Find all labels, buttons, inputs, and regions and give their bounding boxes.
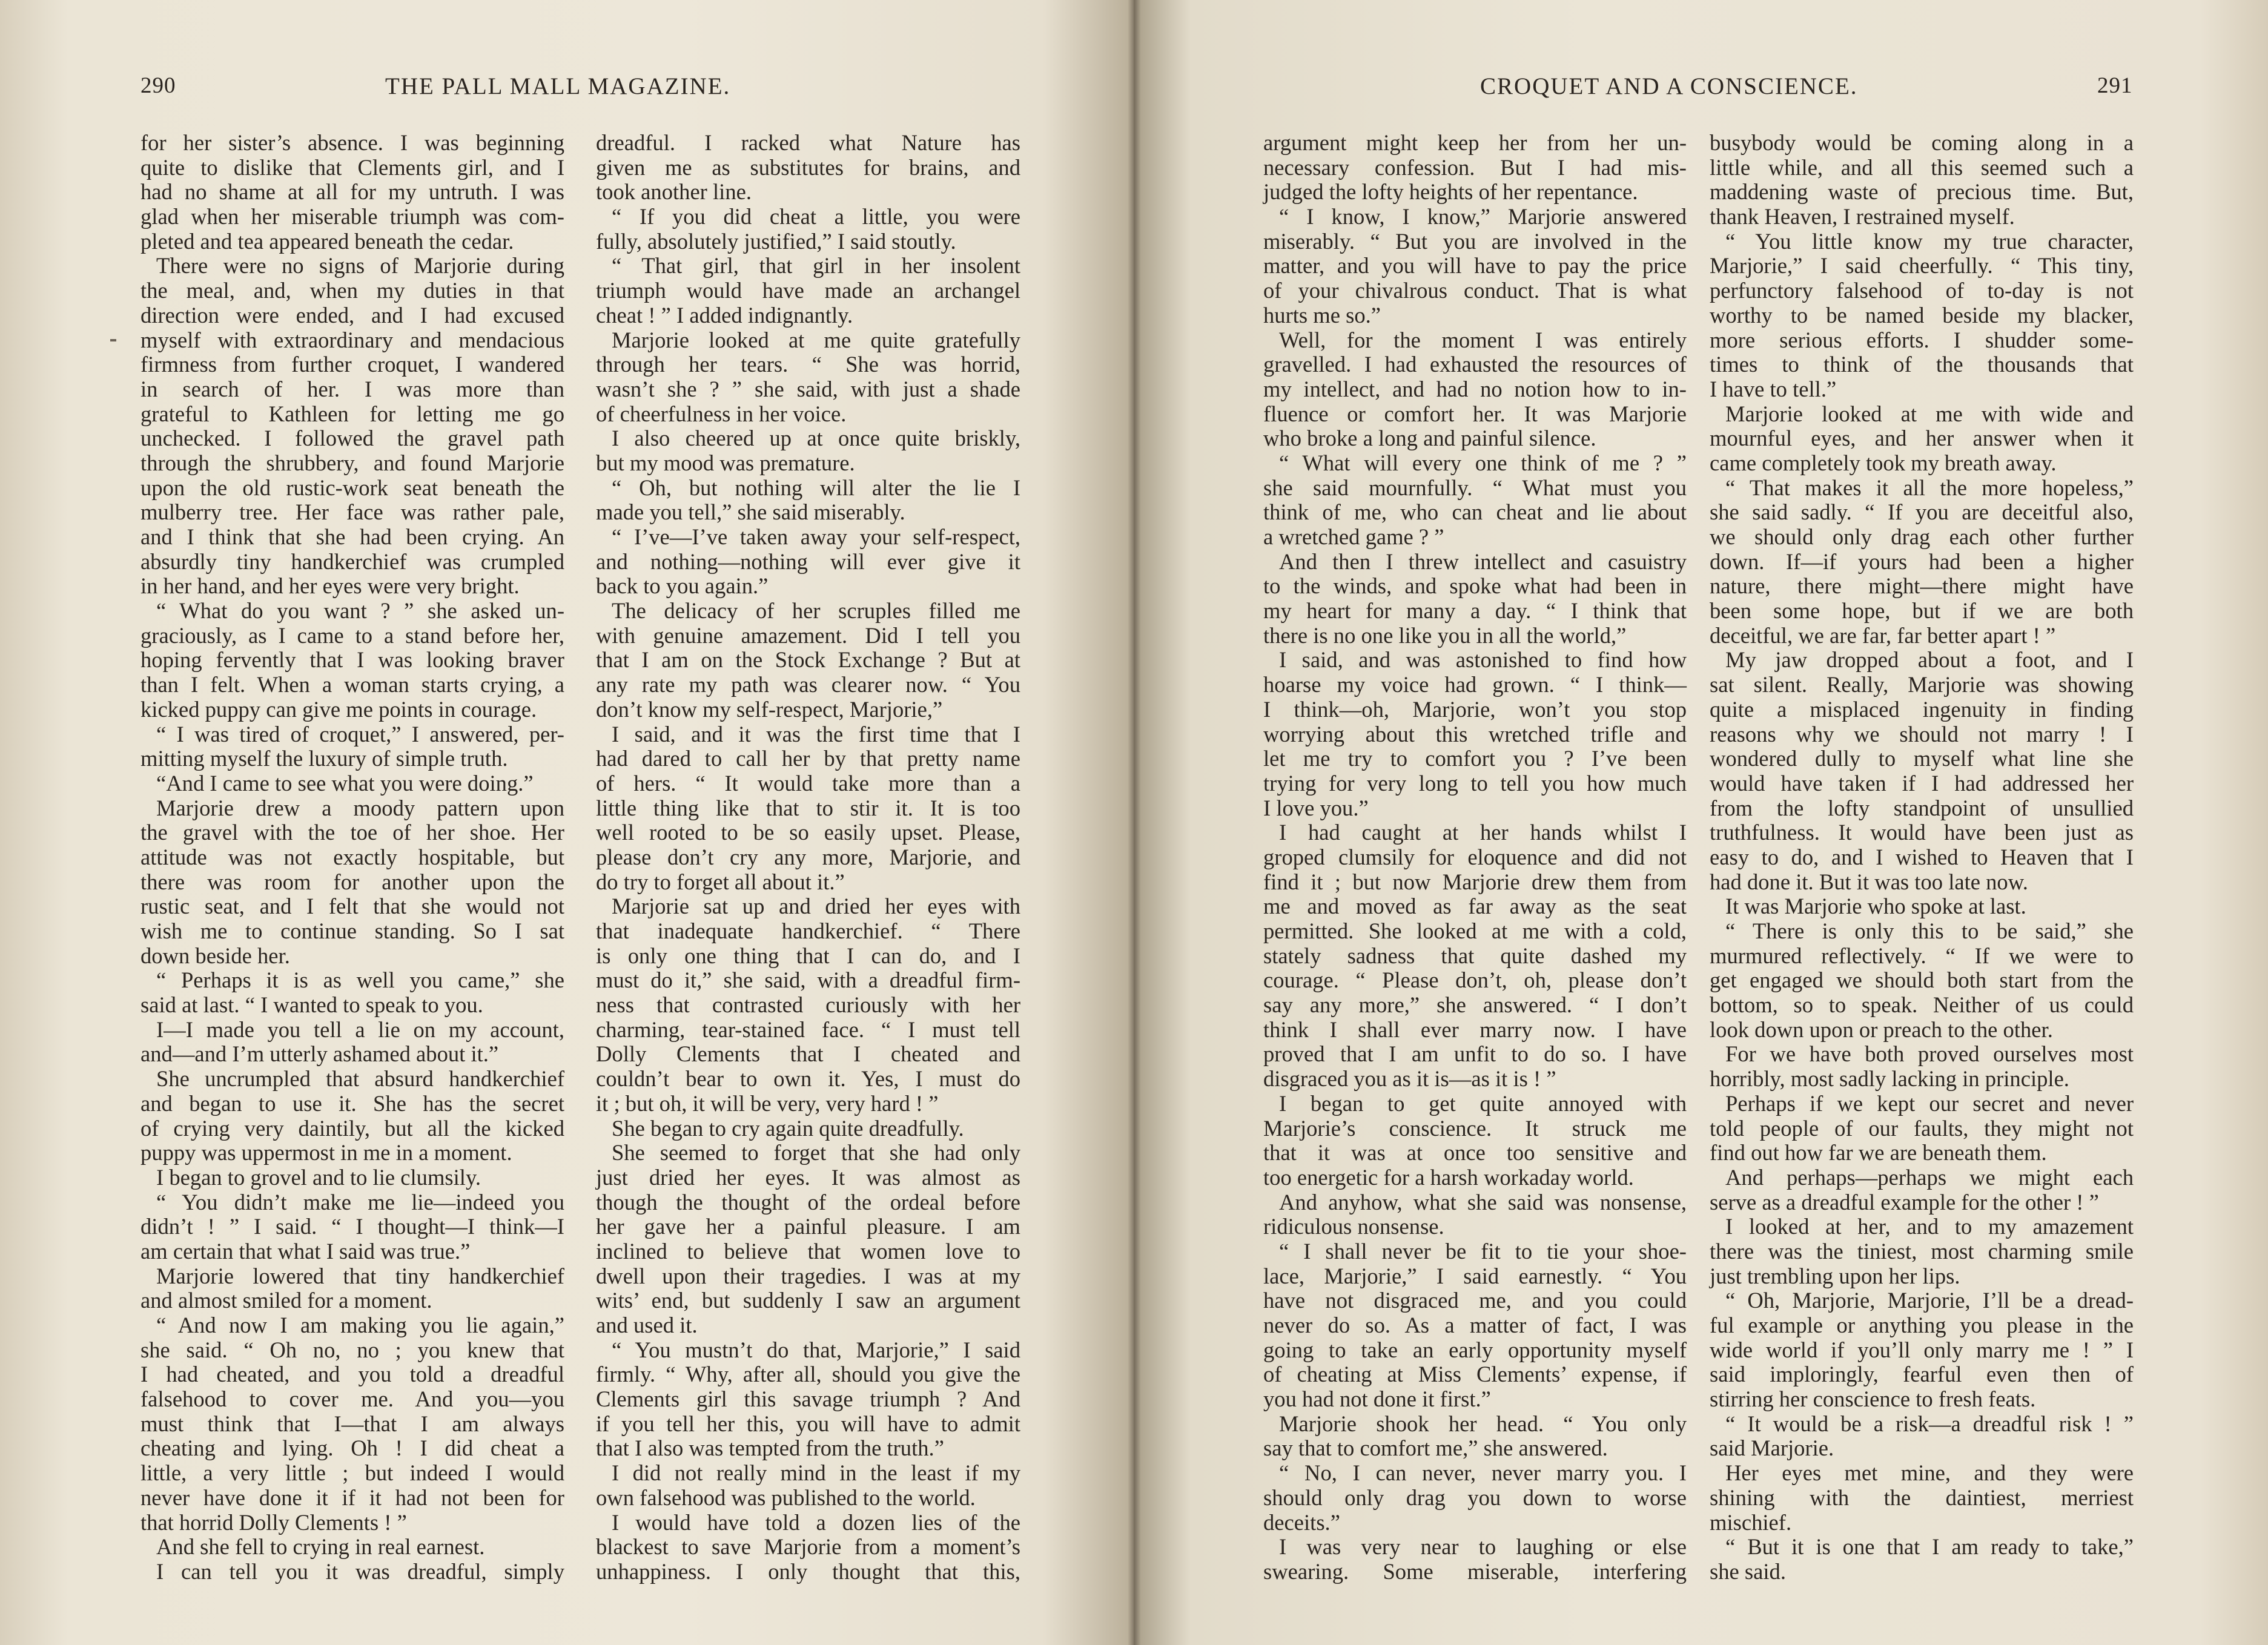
text-line: ness that contrasted curiously with her [596, 992, 1020, 1018]
text-line: just trembling upon her lips. [1710, 1263, 1960, 1288]
text-line: it ; but oh, it will be very, very hard ! ” [596, 1090, 939, 1116]
text-column-3 [1263, 131, 1687, 1584]
text-line: told people of our faults, they might not [1710, 1115, 2134, 1141]
text-line: we should only drag each other further [1710, 524, 2134, 549]
text-line: mischief. [1710, 1509, 1792, 1535]
text-line: disgraced you as it is—as it is ! ” [1263, 1066, 1556, 1092]
text-line: though the thought of the ordeal before [596, 1189, 1020, 1215]
text-line: And anyhow, what she said was nonsense, [1279, 1189, 1687, 1215]
text-line: please don’t cry any more, Marjorie, and [596, 844, 1020, 869]
text-line: “ That makes it all the more hopeless,” [1725, 475, 2134, 500]
text-line: took another line. [596, 179, 752, 205]
page-number-left: 290 [141, 73, 176, 98]
text-line: came completely took my breath away. [1710, 450, 2057, 475]
text-line: stirring her conscience to fresh feats. [1710, 1386, 2036, 1412]
text-line: any rate my path was clearer now. “ You [596, 672, 1020, 697]
text-line: gravelled. I had exhausted the resources of [1263, 352, 1687, 377]
text-line: necessary confession. But I had mis- [1263, 154, 1687, 180]
text-line: rustic seat, and I felt that she would not [141, 894, 564, 919]
text-line: should only drag you down to worse [1263, 1485, 1687, 1510]
text-line: I love you.” [1263, 795, 1369, 820]
text-line: maddening waste of precious time. But, [1710, 179, 2134, 205]
text-line: “ I know, I know,” Marjorie answered [1279, 204, 1687, 229]
text-line: say any more,” she answered. “ I don’t [1263, 992, 1687, 1018]
text-line: I began to get quite annoyed with [1279, 1090, 1687, 1116]
text-line: find out how far we are beneath them. [1710, 1140, 2047, 1165]
text-line: glad when her miserable triumph was com- [141, 204, 564, 229]
text-line: For we have both proved ourselves most [1725, 1041, 2134, 1067]
text-line: think I shall ever marry now. I have [1263, 1017, 1687, 1042]
text-line: down beside her. [141, 943, 290, 968]
text-line: to the winds, and spoke what had been in [1263, 573, 1687, 599]
text-line: look down upon or preach to the other. [1710, 1017, 2053, 1042]
text-line: given me as substitutes for brains, and [596, 154, 1020, 180]
text-line: falsehood to cover me. And you—you [141, 1386, 564, 1412]
text-line: of cheerfulness in her voice. [596, 401, 847, 426]
text-line: am certain that what I said was true.” [141, 1238, 471, 1264]
text-line: had no shame at all for my untruth. I was [141, 179, 564, 205]
text-line: “ And now I am making you lie again,” [156, 1313, 564, 1337]
text-line: Perhaps if we kept our secret and never [1725, 1090, 2134, 1116]
text-line: I looked at her, and to my amazement [1725, 1214, 2134, 1239]
text-line: I have to tell.” [1710, 376, 1837, 401]
text-line: that horrid Dolly Clements ! ” [141, 1509, 407, 1535]
text-line: sat silent. Really, Marjorie was showing [1710, 672, 2134, 697]
text-line: more serious efforts. I shudder some- [1710, 327, 2134, 352]
margin-mark [110, 339, 116, 341]
page-number-right: 291 [2097, 73, 2133, 98]
text-line: little while, and all this seemed such a [1710, 154, 2134, 180]
text-line: quite to dislike that Clements girl, and I [141, 154, 564, 180]
text-line: Dolly Clements that I cheated and [596, 1041, 1020, 1067]
text-line: you had not done it first.” [1263, 1386, 1491, 1412]
text-line: murmured reflectively. “ If we were to [1710, 943, 2134, 968]
text-line: hoping fervently that I was looking braver [141, 647, 564, 673]
text-line: going to take an early opportunity myself [1263, 1337, 1687, 1362]
text-line: ful example or anything you please in the [1710, 1313, 2134, 1337]
text-line: And perhaps—perhaps we might each [1725, 1164, 2134, 1190]
text-line: judged the lofty heights of her repentance. [1263, 179, 1638, 205]
text-line: in her hand, and her eyes were very bright. [141, 573, 520, 599]
text-line: fully, absolutely justified,” I said stoutly. [596, 228, 956, 254]
text-line: matter, and you will have to pay the price [1263, 253, 1687, 279]
text-line: lace, Marjorie,” I said earnestly. “ You [1263, 1263, 1687, 1288]
right-page [1134, 0, 2268, 1645]
text-line: “ If you did cheat a little, you were [612, 204, 1020, 229]
text-line: of cheating at Miss Clements’ expense, if [1263, 1362, 1687, 1387]
text-line: I had caught at her hands whilst I [1279, 820, 1687, 845]
text-line: Marjorie,” I said cheerfully. “ This tiny, [1710, 253, 2134, 279]
text-line: mitting myself the luxury of simple truth. [141, 746, 508, 771]
text-line: I said, and it was the first time that I [612, 721, 1020, 747]
text-line: had done it. But it was too late now. [1710, 869, 2028, 894]
text-line: horribly, most sadly lacking in principle. [1710, 1066, 2069, 1092]
text-line: I did not really mind in the least if my [612, 1460, 1020, 1486]
text-line: There were no signs of Marjorie during [156, 253, 564, 279]
text-line: just dried her eyes. It was almost as [596, 1164, 1020, 1190]
text-line: “ There is only this to be said,” she [1725, 918, 2134, 943]
text-line: stately sadness that quite dashed my [1263, 943, 1687, 968]
text-line: wide world if you’ll only marry me ! ” I [1710, 1337, 2134, 1362]
text-line: she said. “ Oh no, no ; you knew that [141, 1337, 564, 1362]
text-line: “ I was tired of croquet,” I answered, per- [156, 721, 564, 747]
text-line: quite a misplaced ingenuity in finding [1710, 696, 2134, 722]
text-line: “ Oh, but nothing will alter the lie I [612, 475, 1020, 500]
text-line: charming, tear-stained face. “ I must tell [596, 1017, 1020, 1042]
text-line: dreadful. I racked what Nature has [596, 130, 1020, 155]
text-line: absurdly tiny handkerchief was crumpled [141, 549, 564, 574]
text-line: I said, and was astonished to find how [1279, 647, 1687, 673]
text-line: She uncrumpled that absurd handkerchief [156, 1066, 564, 1092]
text-line: she said mournfully. “ What must you [1263, 475, 1687, 500]
text-line: her gave her a painful pleasure. I am [596, 1214, 1020, 1239]
text-line: kicked puppy can give me points in courage. [141, 696, 537, 722]
text-line: Her eyes met mine, and they were [1725, 1460, 2134, 1486]
text-line: “ I’ve—I’ve taken away your self-respect, [612, 524, 1020, 549]
text-line: say that to comfort me,” she answered. [1263, 1436, 1608, 1461]
text-line: attitude was not exactly hospitable, but [141, 844, 564, 869]
text-line: “ What will every one think of me ? ” [1279, 450, 1687, 475]
text-line: Marjorie shook her head. “ You only [1279, 1411, 1687, 1436]
text-line: deceits.” [1263, 1509, 1340, 1535]
text-line: and I think that she had been crying. An [141, 524, 564, 549]
text-line: if you tell her this, you will have to admit [596, 1411, 1020, 1436]
text-line: with genuine amazement. Did I tell you [596, 622, 1020, 648]
text-line: wondered dully to myself what line she [1710, 746, 2134, 771]
text-line: “ You mustn’t do that, Marjorie,” I said [612, 1337, 1020, 1362]
text-line: cheat ! ” I added indignantly. [596, 302, 853, 328]
text-line: but my mood was premature. [596, 450, 855, 475]
text-line: must do it,” she said, with a dreadful firm- [596, 968, 1020, 993]
text-line: swearing. Some miserable, interfering [1263, 1558, 1687, 1584]
text-line: and nothing—nothing will ever give it [596, 549, 1020, 574]
text-line: thank Heaven, I restrained myself. [1710, 204, 2015, 229]
text-line: “ It would be a risk—a dreadful risk ! ” [1725, 1411, 2134, 1436]
text-line: back to you again.” [596, 573, 769, 599]
text-line: and—and I’m utterly ashamed about it.” [141, 1041, 499, 1067]
text-line: My jaw dropped about a foot, and I [1725, 647, 2134, 673]
text-line: “ I shall never be fit to tie your shoe- [1279, 1238, 1687, 1264]
text-line: “ But it is one that I am ready to take,” [1725, 1534, 2134, 1560]
text-line: let me try to comfort you ? I’ve been [1263, 746, 1687, 771]
text-line: mulberry tree. Her face was rather pale, [141, 499, 564, 525]
running-header-left: THE PALL MALL MAGAZINE. [385, 73, 731, 99]
text-line: too energetic for a harsh workaday world. [1263, 1164, 1634, 1190]
text-line: had dared to call her by that pretty name [596, 746, 1020, 771]
text-line: hurts me so.” [1263, 302, 1381, 328]
text-column-1 [141, 131, 564, 1584]
text-line: “ Perhaps it is as well you came,” she [156, 968, 564, 993]
text-line: It was Marjorie who spoke at last. [1725, 894, 2026, 919]
text-line: She seemed to forget that she had only [612, 1140, 1020, 1165]
text-line: firmness from further croquet, I wandered [141, 352, 564, 377]
text-line: couldn’t bear to own it. Yes, I must do [596, 1066, 1020, 1092]
text-line: down. If—if yours had been a higher [1710, 549, 2134, 574]
text-line: little, a very little ; but indeed I would [141, 1460, 564, 1486]
text-line: reasons why we should not marry ! I [1710, 721, 2134, 747]
text-column-2 [596, 131, 1020, 1584]
text-line: never do so. As a matter of fact, I was [1263, 1313, 1687, 1337]
text-line: wasn’t she ? ” she said, with just a shade [596, 376, 1020, 401]
text-line: hoarse my voice had grown. “ I think— [1263, 672, 1687, 697]
text-line: times to think of the thousands that [1710, 352, 2134, 377]
text-line: I would have told a dozen lies of the [612, 1509, 1020, 1535]
text-line: I think—oh, Marjorie, won’t you stop [1263, 696, 1687, 722]
text-line: said Marjorie. [1710, 1436, 1834, 1461]
text-line: Marjorie drew a moody pattern upon [156, 795, 564, 820]
text-line: fluence or comfort her. It was Marjorie [1263, 401, 1687, 426]
text-line: and used it. [596, 1313, 698, 1337]
text-line: “ That girl, that girl in her insolent [612, 253, 1020, 279]
text-line: than I felt. When a woman starts crying, a [141, 672, 564, 697]
running-header-right: CROQUET AND A CONSCIENCE. [1480, 73, 1858, 99]
text-line: groped clumsily for eloquence and did not [1263, 844, 1687, 869]
text-line: direction were ended, and I had excused [141, 302, 564, 328]
text-line: don’t know my self-respect, Marjorie,” [596, 696, 943, 722]
book-gutter [1128, 0, 1141, 1645]
text-line: the meal, and, when my duties in that [141, 278, 564, 303]
text-line: mournful eyes, and her answer when it [1710, 426, 2134, 451]
text-line: Clements girl this savage triumph ? And [596, 1386, 1020, 1412]
text-line: never have done it if it had not been for [141, 1485, 564, 1510]
text-line: worrying about this wretched trifle and [1263, 721, 1687, 747]
text-line: said imploringly, fearful even then of [1710, 1362, 2134, 1387]
text-line: Marjorie lowered that tiny handkerchief [156, 1263, 564, 1288]
text-line: there was the tiniest, most charming smile [1710, 1238, 2134, 1264]
text-line: in search of her. I was more than [141, 376, 564, 401]
text-line: is only one thing that I can do, and I [596, 943, 1020, 968]
text-line: pleted and tea appeared beneath the cedar. [141, 228, 514, 254]
text-line: “And I came to see what you were doing.” [156, 770, 534, 796]
text-line: the gravel with the toe of her shoe. Her [141, 820, 564, 845]
text-line: busybody would be coming along in a [1710, 130, 2134, 155]
text-line: through her tears. “ She was horrid, [596, 352, 1020, 377]
text-line: made you tell,” she said miserably. [596, 499, 905, 525]
text-line: little thing like that to stir it. It is too [596, 795, 1020, 820]
text-line: cheating and lying. Oh ! I did cheat a [141, 1436, 564, 1461]
text-line: own falsehood was published to the world. [596, 1485, 976, 1510]
text-line: I also cheered up at once quite briskly, [612, 426, 1020, 451]
text-line: there was room for another upon the [141, 869, 564, 894]
text-line: nature, there might—there might have [1710, 573, 2134, 599]
text-line: The delicacy of her scruples filled me [612, 598, 1020, 624]
text-line: shining with the daintiest, merriest [1710, 1485, 2134, 1510]
text-line: Marjorie looked at me with wide and [1725, 401, 2134, 426]
text-line: of your chivalrous conduct. That is what [1263, 278, 1687, 303]
text-line: of crying very daintily, but all the kicked [141, 1115, 564, 1141]
text-line: trying for very long to tell you how much [1263, 770, 1687, 796]
text-line: well rooted to be so easily upset. Please, [596, 820, 1020, 845]
text-line: puppy was uppermost in me in a moment. [141, 1140, 512, 1165]
text-line: said at last. “ I wanted to speak to you. [141, 992, 483, 1018]
text-line: I had cheated, and you told a dreadful [141, 1362, 564, 1387]
text-line: And then I threw intellect and casuistry [1279, 549, 1687, 574]
text-line: triumph would have made an archangel [596, 278, 1020, 303]
text-line: Well, for the moment I was entirely [1279, 327, 1687, 352]
text-line: she said sadly. “ If you are deceitful also, [1710, 499, 2134, 525]
text-line: firmly. “ Why, after all, should you give the [596, 1362, 1020, 1387]
text-line: “ What do you want ? ” she asked un- [156, 598, 564, 624]
text-line: wish me to continue standing. So I sat [141, 918, 564, 943]
text-line: worthy to be named beside my blacker, [1710, 302, 2134, 328]
text-line: think of me, who can cheat and lie about [1263, 499, 1687, 525]
text-line: courage. “ Please don’t, oh, please don’t [1263, 968, 1687, 993]
text-line: I can tell you it was dreadful, simply [156, 1558, 564, 1584]
text-line: easy to do, and I wished to Heaven that I [1710, 844, 2134, 869]
text-line: truthfulness. It would have been just as [1710, 820, 2134, 845]
text-line: find it ; but now Marjorie drew them from [1263, 869, 1687, 894]
text-line: permitted. She looked at me with a cold, [1263, 918, 1687, 943]
text-line: upon the old rustic-work seat beneath the [141, 475, 564, 500]
text-line: through the shrubbery, and found Marjorie [141, 450, 564, 475]
text-line: blackest to save Marjorie from a moment’s [596, 1534, 1020, 1560]
text-line: must think that I—that I am always [141, 1411, 564, 1436]
text-line: graciously, as I came to a stand before her, [141, 622, 564, 648]
text-line: “ You little know my true character, [1725, 228, 2134, 254]
text-line: she said. [1710, 1558, 1786, 1584]
text-column-4 [1710, 131, 2134, 1584]
text-line: grateful to Kathleen for letting me go [141, 401, 564, 426]
text-line: I was very near to laughing or else [1279, 1534, 1687, 1560]
text-line: bottom, so to speak. Neither of us could [1710, 992, 2134, 1018]
text-line: unchecked. I followed the gravel path [141, 426, 564, 451]
text-line: I began to grovel and to lie clumsily. [156, 1164, 481, 1190]
text-line: that inadequate handkerchief. “ There [596, 918, 1020, 943]
text-line: of hers. “ It would take more than a [596, 770, 1020, 796]
text-line: have not disgraced me, and you could [1263, 1288, 1687, 1313]
text-line: Marjorie looked at me quite gratefully [612, 327, 1020, 352]
text-line: She began to cry again quite dreadfully. [612, 1115, 964, 1141]
text-line: perfunctory falsehood of to-day is not [1710, 278, 2134, 303]
text-line: been some hope, but if we are both [1710, 598, 2134, 624]
text-line: my heart for many a day. “ I think that [1263, 598, 1687, 624]
text-line: inclined to believe that women love to [596, 1238, 1020, 1264]
text-line: get engaged we should both start from the [1710, 968, 2134, 993]
text-line: me and moved as far away as the seat [1263, 894, 1687, 919]
text-line: Marjorie’s conscience. It struck me [1263, 1115, 1687, 1141]
text-line: deceitful, we are far, far better apart ! ” [1710, 622, 2056, 648]
text-line: serve as a dreadful example for the other ! ” [1710, 1189, 2099, 1215]
text-line: I—I made you tell a lie on my account, [156, 1017, 564, 1042]
text-line: and began to use it. She has the secret [141, 1090, 564, 1116]
text-line: there is no one like you in all the world,” [1263, 622, 1627, 648]
text-line: unhappiness. I only thought that this, [596, 1558, 1020, 1584]
text-line: that I also was tempted from the truth.” [596, 1436, 944, 1461]
text-line: miserably. “ But you are involved in the [1263, 228, 1687, 254]
text-line: “ No, I can never, never marry you. I [1279, 1460, 1687, 1486]
text-line: from the lofty standpoint of unsullied [1710, 795, 2134, 820]
text-line: wits’ end, but suddenly I saw an argument [596, 1288, 1020, 1313]
text-line: and almost smiled for a moment. [141, 1288, 432, 1313]
text-line: didn’t ! ” I said. “ I thought—I think—I [141, 1214, 564, 1239]
text-line: do try to forget all about it.” [596, 869, 845, 894]
text-line: “ You didn’t make me lie—indeed you [156, 1189, 564, 1215]
text-line: myself with extraordinary and mendacious [141, 327, 564, 352]
text-line: And she fell to crying in real earnest. [156, 1534, 485, 1560]
text-line: “ Oh, Marjorie, Marjorie, I’ll be a dread- [1725, 1288, 2134, 1313]
text-line: that it was at once too sensitive and [1263, 1140, 1687, 1165]
text-line: argument might keep her from her un- [1263, 130, 1687, 155]
text-line: a wretched game ? ” [1263, 524, 1444, 549]
text-line: ridiculous nonsense. [1263, 1214, 1444, 1239]
text-line: would have taken if I had addressed her [1710, 770, 2134, 796]
text-line: that I am on the Stock Exchange ? But at [596, 647, 1020, 673]
text-line: Marjorie sat up and dried her eyes with [612, 894, 1020, 919]
text-line: for her sister’s absence. I was beginning [141, 130, 564, 155]
text-line: proved that I am unfit to do so. I have [1263, 1041, 1687, 1067]
text-line: who broke a long and painful silence. [1263, 426, 1596, 451]
text-line: dwell upon their tragedies. I was at my [596, 1263, 1020, 1288]
text-line: my intellect, and had no notion how to in- [1263, 376, 1687, 401]
